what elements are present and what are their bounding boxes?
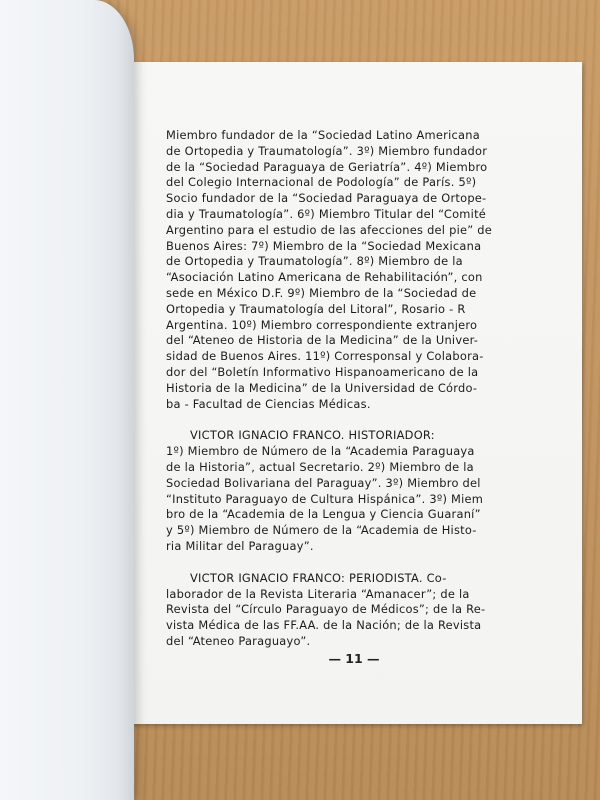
text-line: Argentino para el estudio de las afecciones del pie” de [166, 222, 493, 237]
text-line: Revista del “Círculo Paraguayo de Médicos”; de la Re- [166, 602, 486, 617]
text-line: de Ortopedia y Traumatología”. 3º) Miembro fundador [166, 143, 488, 158]
text-line: Historia de la Medicina” de la Universidad de Córdo- [166, 380, 478, 395]
text-line: VICTOR IGNACIO FRANCO: PERIODISTA. Co- [190, 570, 447, 585]
text-line: de la “Sociedad Paraguaya de Geriatría”. 4º) Miembro [166, 159, 488, 174]
text-line: ria Militar del Paraguay”. [166, 538, 314, 553]
text-line: sede en México D.F. 9º) Miembro de la “Sociedad de [166, 285, 477, 300]
text-line: bro de la “Academia de la Lengua y Ciencia Guaraní” [166, 507, 481, 522]
text-line: Socio fundador de la “Sociedad Paraguaya de Ortope- [166, 191, 487, 206]
text-line: dor del “Boletín Informativo Hispanoamericano de la [166, 364, 479, 379]
text-line: VICTOR IGNACIO FRANCO. HISTORIADOR: [190, 428, 435, 443]
text-line: Sociedad Bolivariana del Paraguay”. 3º) Miembro del [166, 475, 481, 490]
text-line: “Instituto Paraguayo de Cultura Hispánica”. 3º) Miem [166, 491, 484, 506]
text-line: 1º) Miembro de Número de la “Academia Paraguaya [166, 444, 475, 459]
paragraph-memberships [166, 128, 510, 412]
page-number: — 11 — [328, 651, 380, 666]
paragraph-historian [166, 428, 510, 554]
text-line: sidad de Buenos Aires. 11º) Corresponsal y Colabora- [166, 349, 484, 364]
text-line: y 5º) Miembro de Número de la “Academia de Histo- [166, 523, 477, 538]
text-line: vista Médica de las FF.AA. de la Nación; de la Revista [166, 618, 482, 633]
text-line: de Ortopedia y Traumatología”. 8º) Miembro de la [166, 254, 463, 269]
text-line: de la Historia”, actual Secretario. 2º) Miembro de la [166, 459, 474, 474]
text-line: del “Ateneo de Historia de la Medicina” de la Univer- [166, 333, 479, 348]
text-line: “Asociación Latino Americana de Rehabilitación”, con [166, 270, 483, 285]
text-line: Argentina. 10º) Miembro correspondiente extranjero [166, 317, 478, 332]
text-line: laborador de la Revista Literaria “Amanacer”; de la [166, 586, 470, 601]
text-line: dia y Traumatología”. 6º) Miembro Titular del “Comité [166, 206, 487, 221]
text-line: Buenos Aires: 7º) Miembro de la “Sociedad Mexicana [166, 238, 482, 253]
paragraph-journalist [166, 571, 510, 650]
text-line: ba - Facultad de Ciencias Médicas. [166, 396, 371, 411]
left-page-blank [0, 0, 134, 800]
text-line: Miembro fundador de la “Sociedad Latino Americana [166, 128, 480, 142]
text-line: del Colegio Internacional de Podología” de París. 5º) [166, 175, 477, 190]
text-line: del “Ateneo Paraguayo”. [166, 633, 311, 648]
page-body [166, 128, 510, 650]
text-line: Ortopedia y Traumatología del Litoral”, Rosario - R [166, 301, 466, 316]
